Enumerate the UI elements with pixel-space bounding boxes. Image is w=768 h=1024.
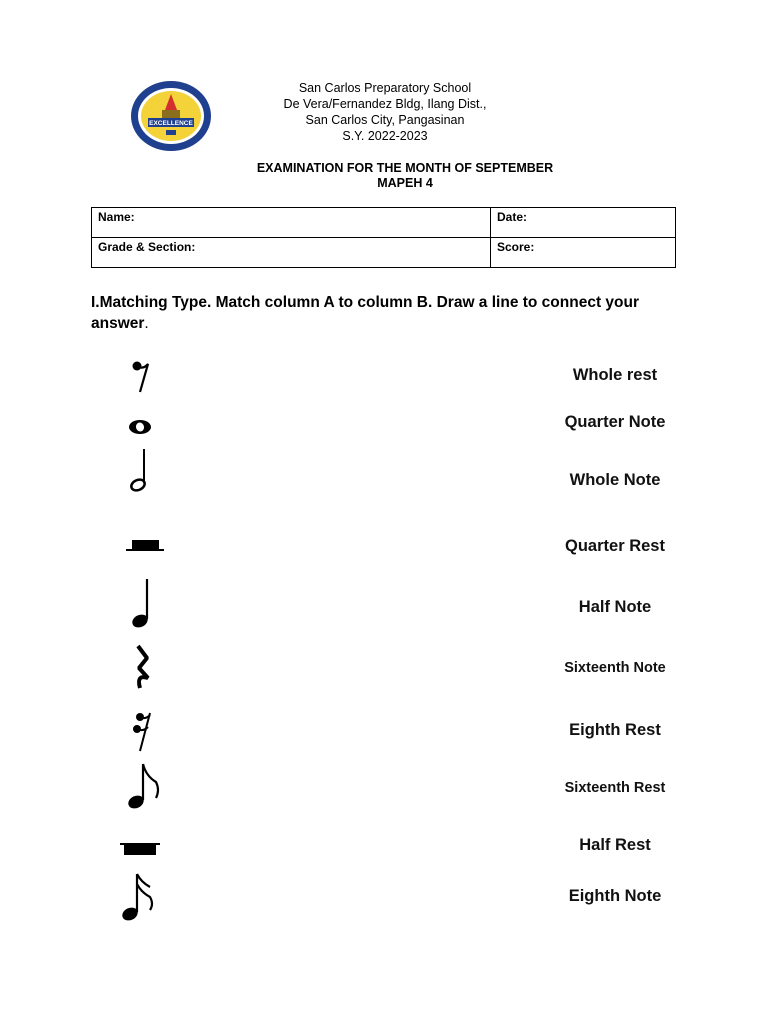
quarter-rest-icon (110, 640, 180, 700)
match-label-half-rest: Half Rest (579, 836, 651, 854)
school-seal-logo (130, 80, 212, 152)
exam-title: EXAMINATION FOR THE MONTH OF SEPTEMBER (256, 161, 554, 175)
score-field[interactable]: Score: (491, 238, 676, 268)
seal-motto: EXCELLENCE (149, 120, 193, 127)
exam-title-block (200, 161, 610, 191)
grade-section-field[interactable]: Grade & Section: (92, 238, 491, 268)
sixteenth-note-icon (110, 870, 180, 930)
match-label-whole-note: Whole Note (569, 471, 661, 489)
instructions-period: . (144, 315, 149, 332)
date-field[interactable]: Date: (491, 208, 676, 238)
school-year: S.Y. 2022-2023 (342, 129, 428, 143)
eighth-note-icon (110, 760, 180, 820)
quarter-note-icon (110, 574, 180, 634)
match-label-half-note: Half Note (578, 598, 652, 616)
match-label-whole-rest: Whole rest (572, 366, 658, 384)
school-name: San Carlos Preparatory School (298, 81, 472, 95)
instructions (91, 292, 681, 334)
sixteenth-rest-icon (110, 703, 180, 763)
match-label-quarter-note: Quarter Note (564, 413, 666, 431)
match-label-sixteenth-note: Sixteenth Note (564, 660, 666, 676)
match-label-eighth-note: Eighth Note (568, 887, 662, 905)
half-note-icon (110, 447, 180, 507)
match-label-quarter-rest: Quarter Rest (565, 537, 665, 555)
instructions-text: I.Matching Type. Match column A to column B. Draw a line to connect your answer (91, 294, 640, 332)
school-address-line1: De Vera/Fernandez Bldg, Ilang Dist., (283, 97, 487, 111)
student-info-table (91, 207, 676, 268)
school-address-line2: San Carlos City, Pangasinan (305, 113, 465, 127)
name-field[interactable]: Name: (92, 208, 491, 238)
school-header (250, 80, 520, 144)
exam-subject: MAPEH 4 (377, 176, 433, 190)
half-rest-icon (110, 512, 180, 572)
match-label-eighth-rest: Eighth Rest (569, 721, 661, 739)
match-label-sixteenth-rest: Sixteenth Rest (564, 780, 666, 796)
